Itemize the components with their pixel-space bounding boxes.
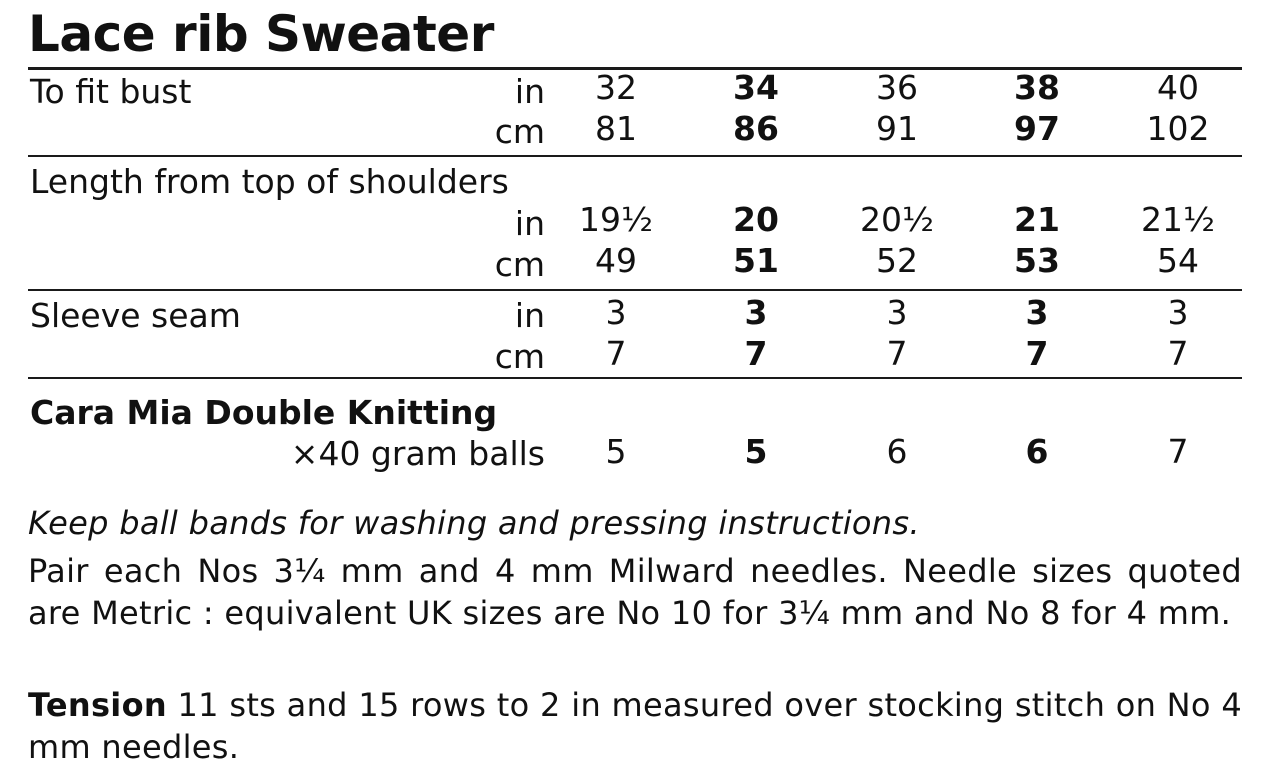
table-cell: 20 [733, 200, 779, 239]
table-cell: 21½ [1141, 200, 1215, 239]
table-cell: 53 [1014, 241, 1060, 280]
row-label-bust: To fit bust [30, 72, 192, 111]
table-cell: 86 [733, 109, 779, 148]
tension-label: Tension [28, 686, 167, 724]
tension-text: 11 sts and 15 rows to 2 in measured over stocking stitch on No 4 mm needles. [28, 686, 1242, 766]
table-divider [28, 289, 1242, 291]
table-cell: 5 [744, 432, 768, 471]
tension-paragraph [28, 684, 1242, 768]
table-cell: 40 [1157, 68, 1199, 107]
table-cell: 36 [876, 68, 918, 107]
table-cell: 7 [1025, 334, 1049, 373]
table-cell: 102 [1146, 109, 1210, 148]
table-cell: 32 [595, 68, 637, 107]
pattern-title: Lace rib Sweater [28, 5, 494, 63]
table-cell: 51 [733, 241, 779, 280]
table-cell: 54 [1157, 241, 1199, 280]
table-cell: 20½ [860, 200, 934, 239]
table-cell: 19½ [579, 200, 653, 239]
table-cell: 81 [595, 109, 637, 148]
unit-label: in [514, 72, 545, 111]
table-cell: 7 [886, 334, 908, 373]
table-cell: 7 [744, 334, 768, 373]
needles-paragraph: Pair each Nos 3¼ mm and 4 mm Milward needles. Needle sizes quoted are Metric : equivalent UK sizes are No 10 for 3¼ mm and No 8 for 4 mm. [28, 552, 1242, 632]
table-cell: 34 [733, 68, 779, 107]
row-label-length: Length from top of shoulders [30, 162, 509, 201]
table-cell: 38 [1014, 68, 1060, 107]
yarn-name: Cara Mia Double Knitting [30, 393, 498, 432]
table-cell: 6 [1025, 432, 1049, 471]
table-cell: 91 [876, 109, 918, 148]
table-cell: 7 [605, 334, 627, 373]
table-divider [28, 377, 1242, 379]
row-label-sleeve: Sleeve seam [30, 296, 241, 335]
unit-label: cm [494, 337, 545, 376]
table-cell: 3 [1167, 293, 1189, 332]
unit-label: cm [494, 245, 545, 284]
table-cell: 3 [605, 293, 627, 332]
ball-bands-note: Keep ball bands for washing and pressing instructions. [28, 504, 920, 542]
table-cell: 49 [595, 241, 637, 280]
table-cell: 3 [886, 293, 908, 332]
table-cell: 7 [1167, 432, 1189, 471]
yarn-unit-label: ×40 gram balls [290, 434, 545, 473]
table-divider [28, 155, 1242, 157]
table-cell: 7 [1167, 334, 1189, 373]
table-cell: 6 [886, 432, 908, 471]
unit-label: cm [494, 112, 545, 151]
unit-label: in [514, 204, 545, 243]
unit-label: in [514, 296, 545, 335]
table-cell: 97 [1014, 109, 1060, 148]
table-cell: 52 [876, 241, 918, 280]
table-cell: 21 [1014, 200, 1060, 239]
table-cell: 3 [744, 293, 768, 332]
table-cell: 5 [605, 432, 627, 471]
table-cell: 3 [1025, 293, 1049, 332]
